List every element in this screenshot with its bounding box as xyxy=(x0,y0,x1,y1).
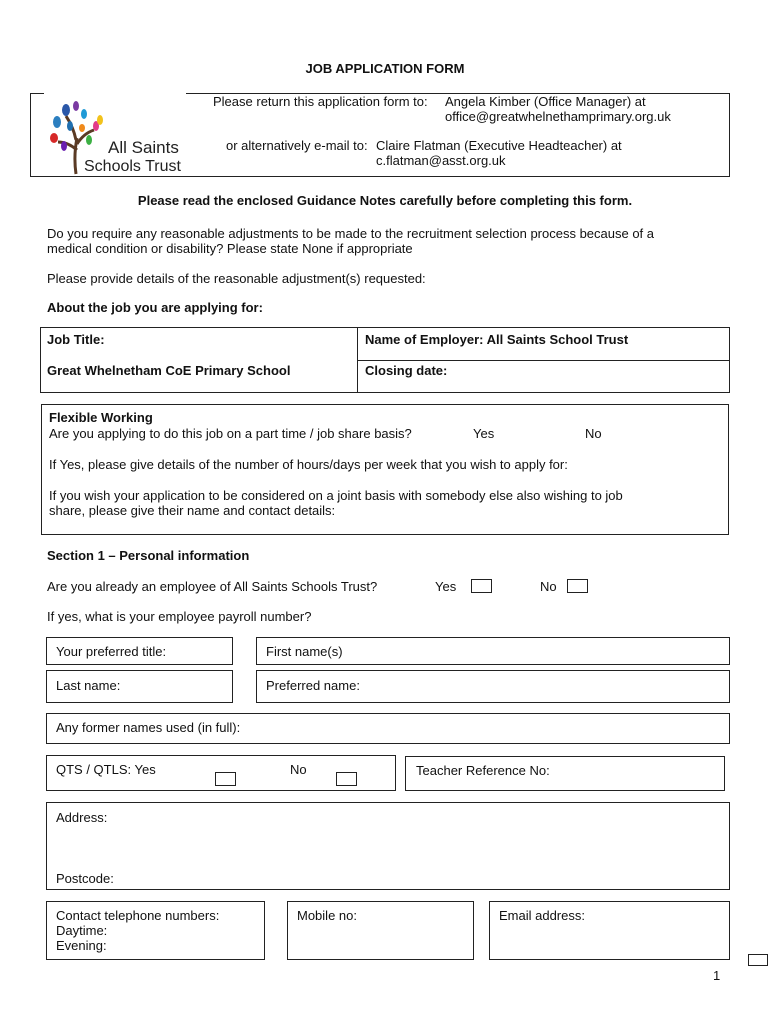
page-number: 1 xyxy=(713,968,721,983)
contact-numbers-label: Contact telephone numbers: xyxy=(56,908,220,923)
postcode-label: Postcode: xyxy=(56,871,114,886)
address-label: Address: xyxy=(56,810,108,825)
last-name-label: Last name: xyxy=(56,678,121,693)
joint-basis-line1: If you wish your application to be considered on a joint basis with somebody else also wishing to job xyxy=(49,488,623,503)
logo-text-line2: Schools Trust xyxy=(84,158,181,175)
closing-date-field[interactable]: Closing date: xyxy=(365,363,448,378)
first-names-field[interactable] xyxy=(256,637,730,665)
flexible-no-option[interactable]: No xyxy=(585,426,602,441)
return-email: office@greatwhelnethamprimary.org.uk xyxy=(445,109,671,124)
first-names-label: First name(s) xyxy=(266,644,343,659)
adjustments-question-2: medical condition or disability? Please state None if appropriate xyxy=(47,241,413,256)
alt-contact: Claire Flatman (Executive Headteacher) at xyxy=(376,138,622,153)
employee-no-label: No xyxy=(540,579,557,594)
preferred-name-label: Preferred name: xyxy=(266,678,360,693)
section1-heading: Section 1 – Personal information xyxy=(47,548,250,563)
adjustments-details-prompt: Please provide details of the reasonable adjustment(s) requested: xyxy=(47,271,426,286)
flexible-working-question: Are you applying to do this job on a part time / job share basis? xyxy=(49,426,412,441)
employee-yes-checkbox[interactable] xyxy=(471,579,492,593)
joint-basis-line2: share, please give their name and contact details: xyxy=(49,503,336,518)
job-title-field[interactable]: Job Title: xyxy=(47,332,105,347)
preferred-title-field[interactable] xyxy=(46,637,233,665)
job-section-heading: About the job you are applying for: xyxy=(47,300,263,315)
payroll-question: If yes, what is your employee payroll number? xyxy=(47,609,312,624)
logo-text-line1: All Saints xyxy=(108,138,179,157)
address-field[interactable] xyxy=(46,802,730,890)
preferred-name-field[interactable] xyxy=(256,670,730,703)
preferred-title-label: Your preferred title: xyxy=(56,644,167,659)
email-label: Email address: xyxy=(499,908,585,923)
qts-no-checkbox[interactable] xyxy=(336,772,357,786)
teacher-reference-field[interactable] xyxy=(405,756,725,791)
employee-question: Are you already an employee of All Saints Schools Trust? xyxy=(47,579,378,594)
return-contact: Angela Kimber (Office Manager) at xyxy=(445,94,646,109)
return-label: Please return this application form to: xyxy=(213,94,428,109)
contact-numbers-field[interactable] xyxy=(46,901,265,960)
last-name-field[interactable] xyxy=(46,670,233,703)
flexible-working-heading: Flexible Working xyxy=(49,410,153,425)
school-name: Great Whelnetham CoE Primary School xyxy=(47,363,291,378)
qts-label: QTS / QTLS: Yes xyxy=(56,762,156,777)
all-saints-logo xyxy=(44,100,184,176)
adjustments-question-1: Do you require any reasonable adjustments to be made to the recruitment selection process because of a xyxy=(47,226,655,241)
employee-yes-label: Yes xyxy=(435,579,457,594)
mobile-label: Mobile no: xyxy=(297,908,357,923)
daytime-label: Daytime: xyxy=(56,923,108,938)
qts-no-label: No xyxy=(290,762,307,777)
alt-email: c.flatman@asst.org.uk xyxy=(376,153,506,168)
qts-yes-checkbox[interactable] xyxy=(215,772,236,786)
former-names-field[interactable] xyxy=(46,713,730,744)
form-title: JOB APPLICATION FORM xyxy=(305,61,465,76)
teacher-reference-label: Teacher Reference No: xyxy=(416,763,550,778)
hours-prompt: If Yes, please give details of the number of hours/days per week that you wish to apply for: xyxy=(49,457,568,472)
mobile-field[interactable] xyxy=(287,901,474,960)
employer-name: Name of Employer: All Saints School Trust xyxy=(365,332,629,347)
alt-label: or alternatively e-mail to: xyxy=(226,138,368,153)
flexible-yes-option[interactable]: Yes xyxy=(473,426,495,441)
evening-label: Evening: xyxy=(56,938,107,953)
margin-checkbox[interactable] xyxy=(748,954,768,966)
former-names-label: Any former names used (in full): xyxy=(56,720,241,735)
employee-no-checkbox[interactable] xyxy=(567,579,588,593)
guidance-note: Please read the enclosed Guidance Notes carefully before completing this form. xyxy=(137,193,633,208)
email-field[interactable] xyxy=(489,901,730,960)
